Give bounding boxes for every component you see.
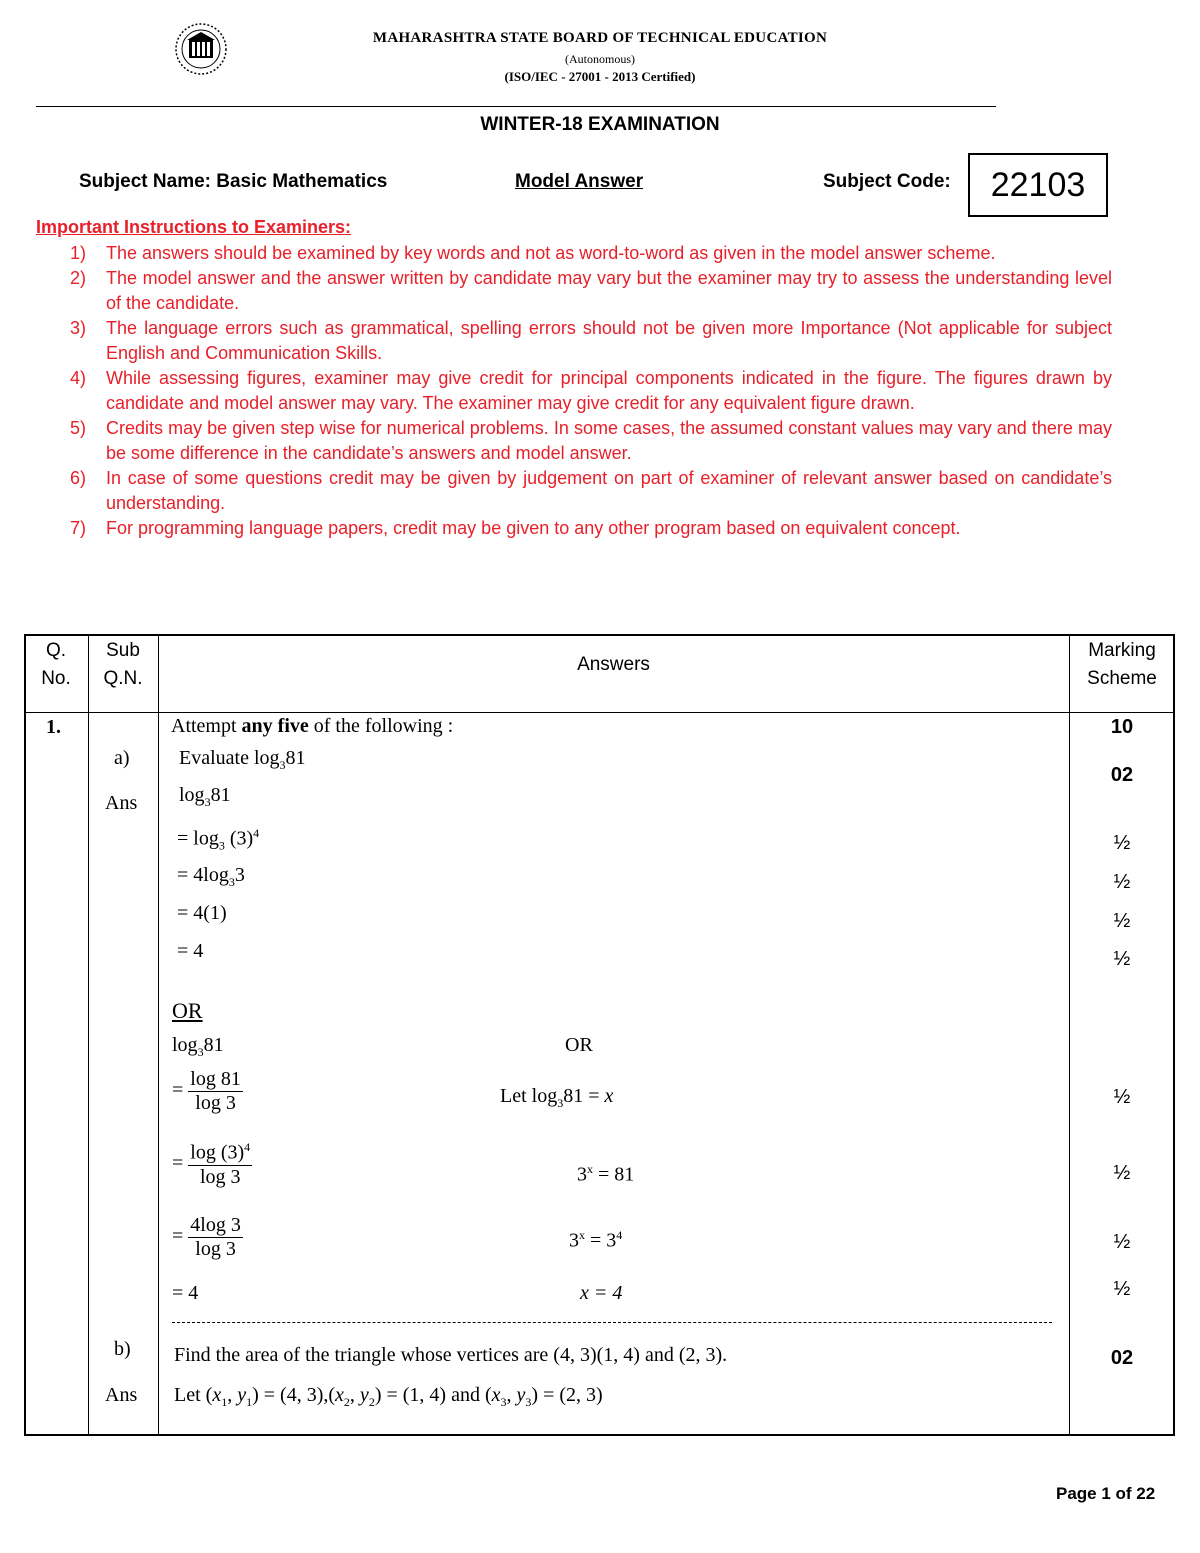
instruction-item: 4) While assessing figures, examiner may give credit for principal components indicated in the figure. The figures drawn by candidate and model answer may vary. The examiner may give credit for any equivalent figure drawn. xyxy=(70,368,1112,413)
marks-half: ½ xyxy=(1113,832,1131,854)
instructions-list xyxy=(36,241,1112,541)
instruction-item: 3) The language errors such as grammatical, spelling errors should not be given more Importance (Not applicable for subject English and Communication Skills. xyxy=(70,318,1112,363)
step-a-1: $\log_381$ xyxy=(179,784,231,809)
header-marking-scheme: Marking Scheme xyxy=(1087,640,1157,689)
subject-code-label: Subject Code: xyxy=(823,171,951,192)
iso-label: (ISO/IEC - 27001 - 2013 Certified) xyxy=(504,69,696,84)
model-answer-label: Model Answer xyxy=(515,171,644,192)
alt1-step-1: $\log_381$ xyxy=(172,1034,224,1059)
alt2-step-3: $3^x = 3^4$ xyxy=(569,1228,623,1252)
marks-b: 02 xyxy=(1110,1347,1134,1369)
instruction-item: 1) The answers should be examined by key words and not as word-to-word as given in the model answer scheme. xyxy=(70,243,996,263)
or-separator: OR xyxy=(565,1034,593,1056)
alt1-step-4: = $\frac{4\log 3}{\log 3}$ xyxy=(172,1214,241,1260)
alt1-step-3: = $\frac{\log (3)^4}{\log 3}$ xyxy=(172,1140,251,1188)
header-answers: Answers xyxy=(577,654,650,675)
step-a-4: = 4(1) xyxy=(177,902,227,924)
attempt-instruction: Attempt any five of the following : xyxy=(171,715,454,737)
marks-half: ½ xyxy=(1113,1086,1131,1108)
alt1-step-2: = $\frac{\log 81}{\log 3}$ xyxy=(172,1068,241,1114)
page-number: Page 1 of 22 xyxy=(1056,1484,1156,1503)
alt2-step-4: x = 4 xyxy=(580,1282,623,1304)
marks-half: ½ xyxy=(1113,910,1131,932)
alt1-step-5: = 4 xyxy=(172,1282,199,1304)
ans-label-a: Ans xyxy=(105,792,138,814)
or-heading: OR xyxy=(172,998,203,1023)
table-header-divider xyxy=(24,712,1175,713)
marks-half: ½ xyxy=(1113,871,1131,893)
section-separator xyxy=(172,1322,1052,1323)
table-col-divider xyxy=(88,634,89,1436)
marks-half: ½ xyxy=(1113,1231,1131,1253)
alt2-step-1: Let $\log_381 = x$ xyxy=(500,1085,614,1110)
autonomous-label: (Autonomous) xyxy=(565,52,635,66)
step-a-5: = 4 xyxy=(177,940,204,962)
ans-label-b: Ans xyxy=(105,1384,138,1406)
step-b-1: Let ($x_1$, $y_1) = (4$, $3),(x_2$, $y_2) = (1$, 4) and ($x_3$, $y_3) = (2$, 3) xyxy=(174,1384,603,1409)
instruction-item: 5) Credits may be given step wise for numerical problems. In some cases, the assumed constant values may vary and there may be some difference in the candidate’s answers and model answer. xyxy=(70,418,1112,463)
sub-question-b: b) xyxy=(114,1338,131,1360)
step-a-2: = $\log_3 (3)^4$ xyxy=(177,826,260,853)
marks-half: ½ xyxy=(1113,1278,1131,1300)
step-a-3: = $4\log_33$ xyxy=(177,864,245,889)
alt2-step-2: $3^x = 81$ xyxy=(577,1162,635,1186)
question-a-text: Evaluate $\log_381$ xyxy=(179,747,306,772)
header-divider xyxy=(36,106,996,107)
header-q-no: Q. No. xyxy=(41,640,71,689)
marks-half: ½ xyxy=(1113,948,1131,970)
exam-title: WINTER-18 EXAMINATION xyxy=(480,114,720,135)
sub-question-a: a) xyxy=(114,747,130,769)
marks-total: 10 xyxy=(1110,716,1134,738)
instruction-item: 7) For programming language papers, credit may be given to any other program based on equivalent concept. xyxy=(70,518,961,538)
question-number: 1. xyxy=(46,716,61,738)
subject-name: Subject Name: Basic Mathematics xyxy=(79,171,388,192)
question-b-text: Find the area of the triangle whose vertices are (4, 3)(1, 4) and (2, 3). xyxy=(174,1344,728,1366)
subject-code-box: 22103 xyxy=(968,153,1108,217)
marks-half: ½ xyxy=(1113,1162,1131,1184)
instruction-item: 6) In case of some questions credit may be given by judgement on part of examiner of relevant answer based on candidate’s understanding. xyxy=(70,468,1112,513)
instructions-title: Important Instructions to Examiners: xyxy=(36,217,352,237)
table-col-divider xyxy=(1069,634,1070,1436)
board-name: MAHARASHTRA STATE BOARD OF TECHNICAL EDUCATION xyxy=(372,30,828,46)
header-sub-qn: Sub Q.N. xyxy=(103,640,143,689)
instruction-item: 2) The model answer and the answer written by candidate may vary but the examiner may try to assess the understanding level of the candidate. xyxy=(70,268,1112,313)
marks-a: 02 xyxy=(1110,764,1134,786)
table-col-divider xyxy=(158,634,159,1436)
